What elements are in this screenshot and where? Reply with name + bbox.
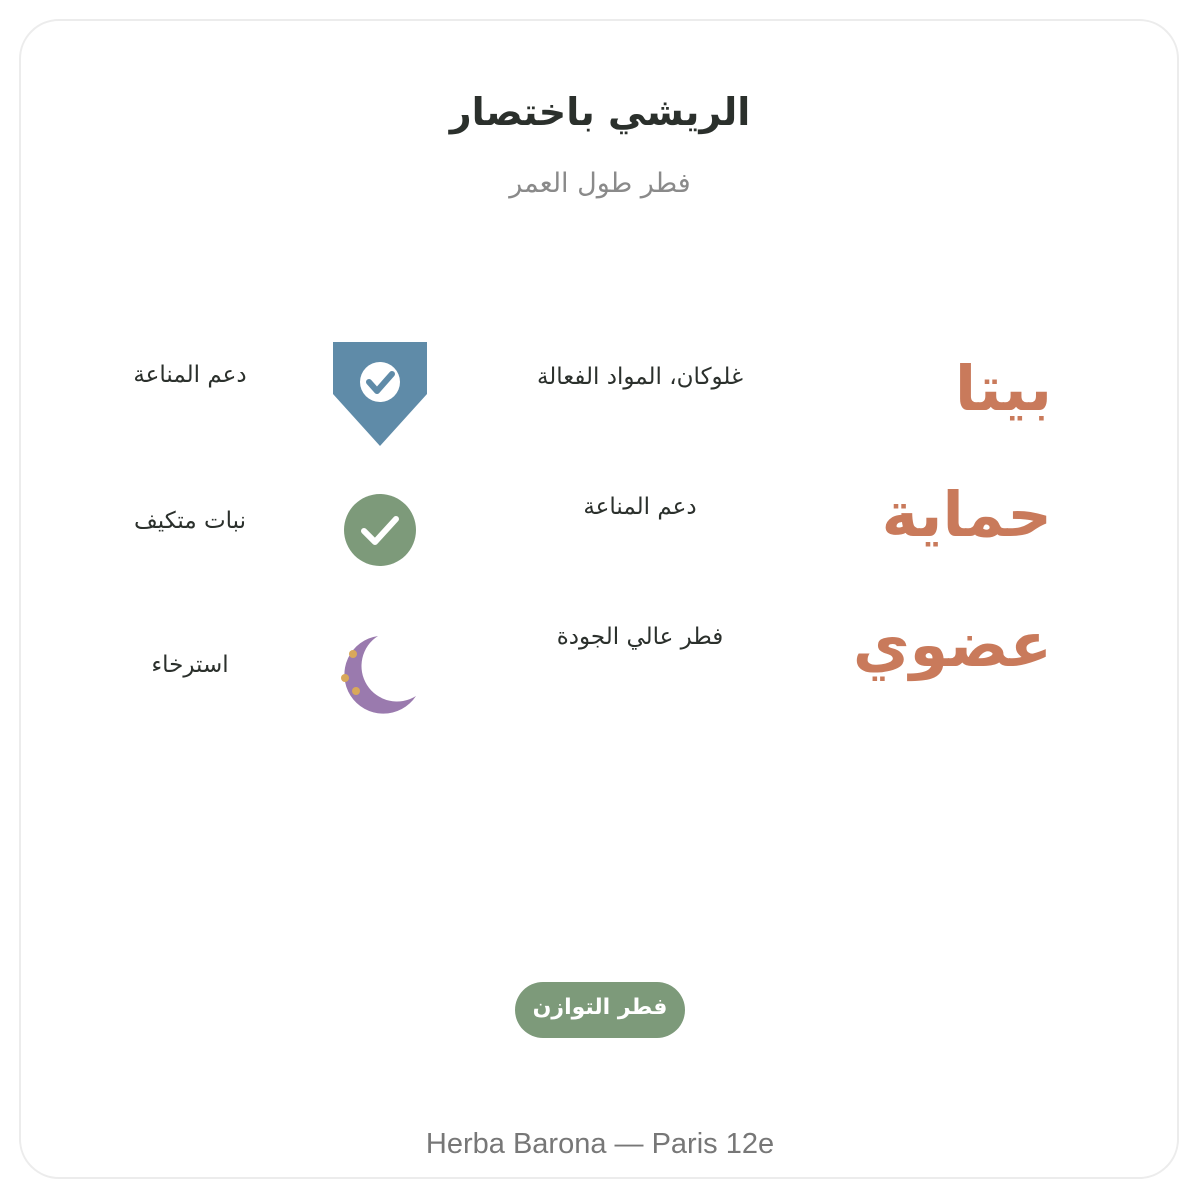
page-subtitle: فطر طول العمر xyxy=(509,168,691,199)
benefit-label: استرخاء xyxy=(151,652,229,678)
benefit-label: نبات متكيف xyxy=(133,508,247,534)
shield-check-icon xyxy=(333,342,427,450)
feature-description: فطر عالي الجودة xyxy=(556,624,724,650)
feature-description: غلوكان، المواد الفعالة xyxy=(536,364,744,390)
cta-button[interactable]: فطر التوازن xyxy=(515,982,685,1038)
feature-word-beta: بيتا xyxy=(954,352,1052,425)
moon-icon xyxy=(338,634,418,720)
feature-description: دعم المناعة xyxy=(583,494,697,520)
benefit-label: دعم المناعة xyxy=(133,362,247,388)
check-circle-icon xyxy=(344,494,416,570)
footer-text: Herba Barona — Paris 12e xyxy=(425,1128,775,1160)
feature-word-organic: عضوي xyxy=(852,608,1052,681)
feature-word-protection: حماية xyxy=(881,478,1052,551)
page-title: الريشي باختصار xyxy=(449,90,751,134)
